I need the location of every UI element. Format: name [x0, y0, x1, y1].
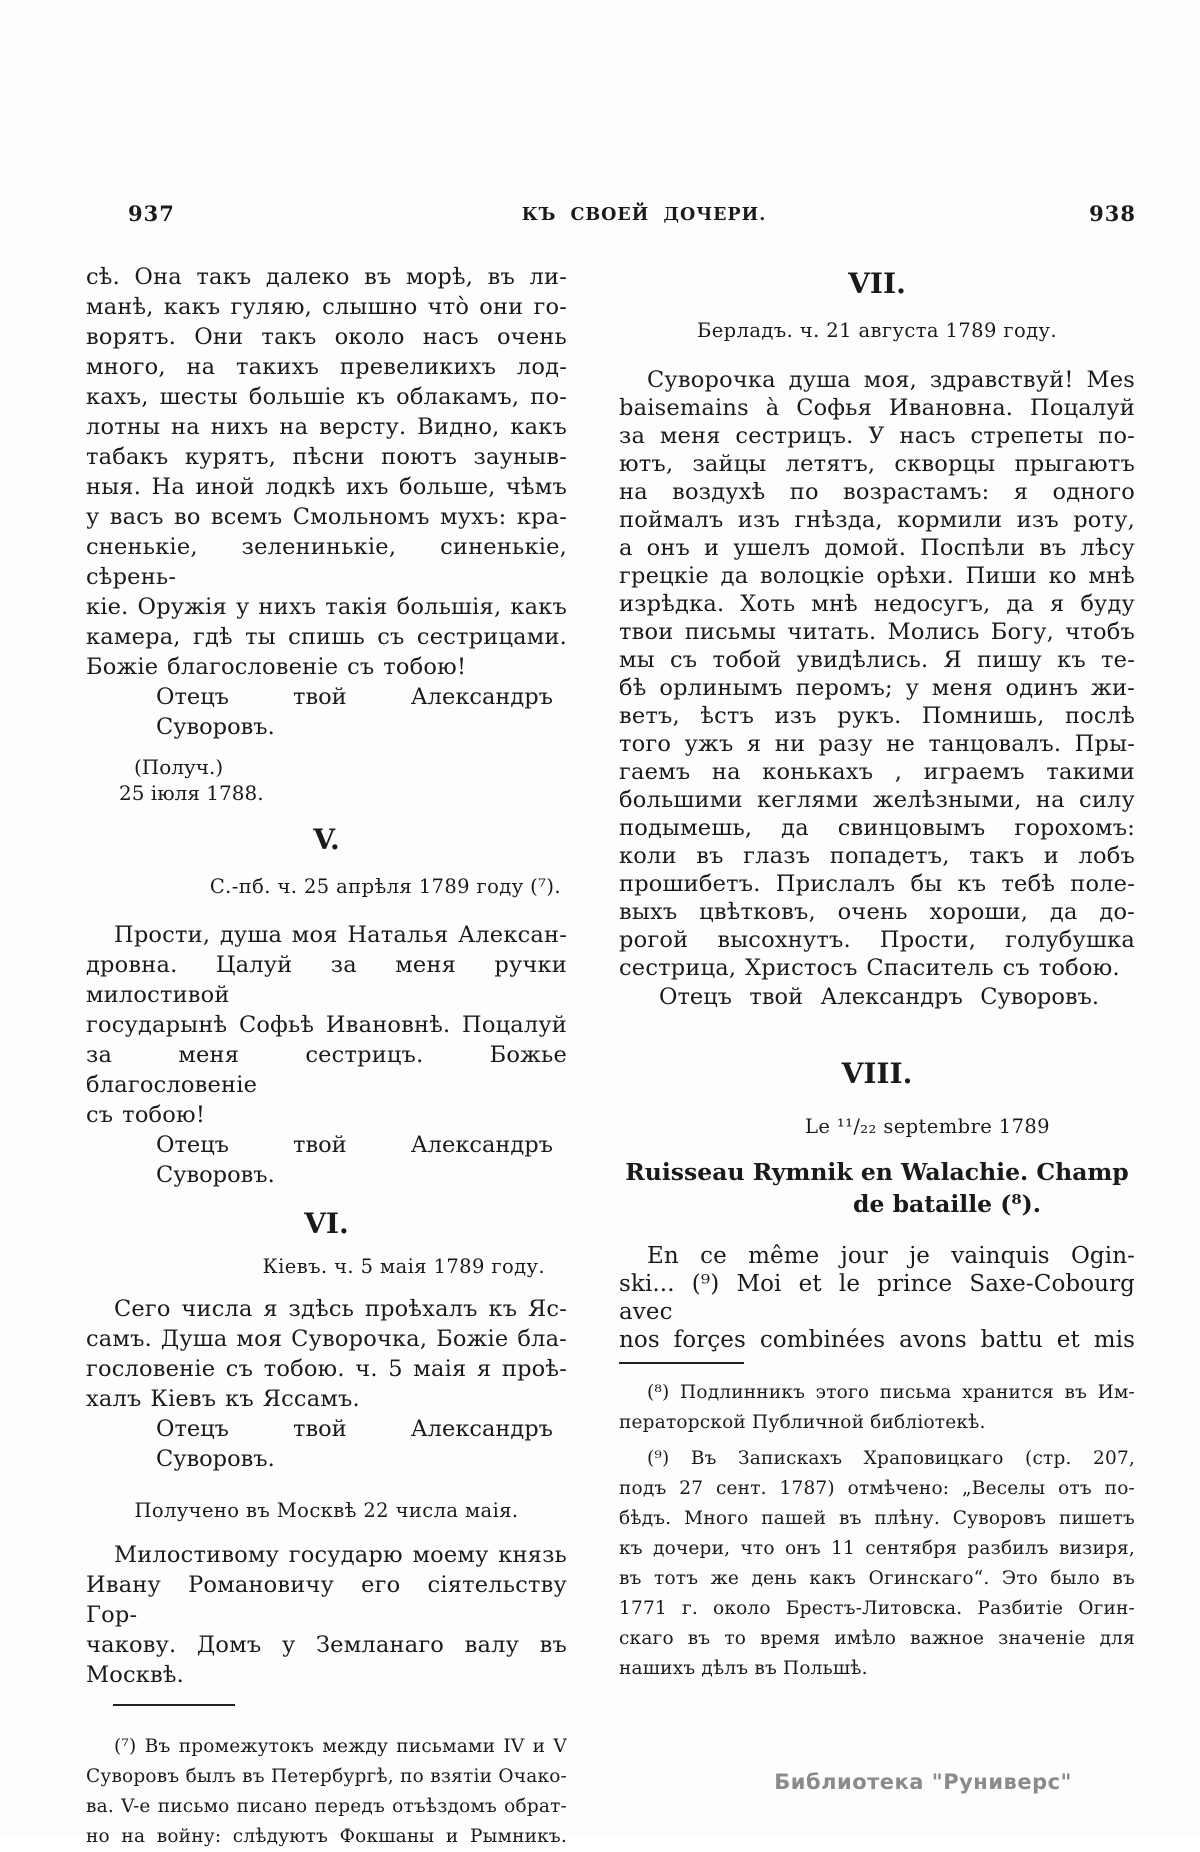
text-line: (⁸) Подлинникъ этого письма хранится въ Им-: [647, 1382, 1135, 1403]
text-line: у васъ во всемъ Смольномъ мухъ: кра-: [86, 504, 567, 530]
letter-viii-heading: VIII.: [841, 1057, 913, 1090]
text-line: рогой высохнутъ. Прости, голубушка: [619, 927, 1135, 953]
signature-letter-vi: Отецъ твой Александръ Суворовъ.: [156, 1416, 553, 1472]
text-line: выхъ цвѣтковъ, очень хороши, да до-: [619, 899, 1135, 925]
letter-iv-continuation: [86, 262, 567, 682]
text-line: камера, гдѣ ты спишь съ сестрицами.: [86, 624, 567, 650]
text-line: кахъ, шесты большіе къ облакамъ, по-: [86, 384, 567, 410]
text-line: сестрица, Христосъ Спаситель съ тобою.: [619, 955, 1120, 981]
text-line: ва. V-е письмо писано передъ отъѣздомъ обрат-: [86, 1796, 567, 1817]
subheading-line: Ruisseau Rymnik en Walachie. Champ: [625, 1158, 1129, 1186]
text-line: самъ. Душа моя Суворочка, Божіе бла-: [86, 1326, 567, 1352]
signature-letter-vii: Отецъ твой Александръ Суворовъ.: [659, 984, 1099, 1010]
text-line: государынѣ Софьѣ Ивановнѣ. Поцалуй: [86, 1012, 567, 1038]
letter-vi-heading: VI.: [304, 1207, 349, 1240]
text-line: коли въ глазъ попадетъ, такъ и лобъ: [619, 843, 1135, 869]
right-column: [619, 262, 1135, 1684]
text-line: кіе. Оружія у нихъ такія большія, какъ: [86, 594, 567, 620]
text-line: ператорской Публичной библіотекѣ.: [619, 1412, 986, 1433]
text-line: Суворочка душа моя, здравствуй! Mes: [647, 367, 1135, 393]
text-line: Прости, душа моя Наталья Алексан-: [114, 922, 567, 948]
letter-vi-dateline: Кіевъ. ч. 5 маія 1789 году.: [262, 1255, 545, 1278]
text-line: халъ Кіевъ къ Яссамъ.: [86, 1386, 360, 1412]
text-line: мы съ тобой увидѣлись. Я пишу къ те-: [619, 647, 1135, 673]
poluch-line: 25 іюля 1788.: [119, 781, 264, 805]
text-line: а онъ и ушелъ домой. Поспѣли въ лѣсу: [619, 535, 1135, 561]
running-title: КЪ СВОЕЙ ДОЧЕРИ.: [521, 205, 767, 225]
text-line: бѣдъ. Много пашей въ плѣну. Суворовъ пишетъ: [619, 1508, 1135, 1529]
text-line: подымешь, да свинцовымъ горохомъ:: [619, 815, 1135, 841]
text-line: Божіе благословеніе съ тобою!: [86, 654, 467, 680]
text-line: ныя. На иной лодкѣ ихъ больше, чѣмъ: [86, 474, 567, 500]
left-column: [86, 262, 567, 1852]
text-line: гословеніе съ тобою. ч. 5 маія я проѣ-: [86, 1356, 567, 1382]
footnote-rule-left: [113, 1704, 235, 1706]
footnote-7: [86, 1732, 567, 1852]
library-watermark: Библиотека "Руниверс": [774, 1770, 1072, 1794]
text-line: чакову. Домъ у Земланаго валу въ: [86, 1632, 567, 1658]
text-line: прошибетъ. Прислалъ бы къ тебѣ поле-: [619, 871, 1135, 897]
text-line: nos forçes combinées avons battu et mis: [619, 1327, 1135, 1353]
letter-vi-body: [86, 1294, 567, 1414]
text-line: табакъ курятъ, пѣсни поютъ зауныв-: [86, 444, 567, 470]
text-line: сненькіе, зеленинькіе, синенькіе, сѣрень-: [86, 534, 567, 590]
text-line: манѣ, какъ гуляю, слышно что̀ они го-: [86, 294, 567, 320]
text-line: къ дочери, что онъ 11 сентября разбилъ визиря,: [619, 1538, 1135, 1559]
text-line: ворятъ. Они такъ около насъ очень: [86, 324, 567, 350]
text-line: изрѣдка. Хоть мнѣ недосугъ, да я буду: [619, 591, 1135, 617]
text-line: нашихъ дѣлъ въ Польшѣ.: [619, 1658, 868, 1679]
text-line: поймалъ изъ гнѣзда, кормили изъ роту,: [619, 507, 1135, 533]
text-line: ютъ, зайцы летятъ, скворцы прыгаютъ: [619, 451, 1135, 477]
text-line: твои письмы читать. Молись Богу, чтобъ: [619, 619, 1135, 645]
text-line: бѣ орлинымъ перомъ; у меня одинъ жи-: [619, 675, 1135, 701]
letter-vii-dateline: Берладъ. ч. 21 августа 1789 году.: [697, 319, 1057, 342]
text-line: Москвѣ.: [86, 1662, 185, 1688]
letter-viii-dateline: Le ¹¹/₂₂ septembre 1789: [805, 1115, 1050, 1138]
receipt-note: [86, 754, 567, 806]
subheading-line: de bataille (⁸).: [853, 1190, 1041, 1218]
text-line: ветъ, ѣстъ изъ рукъ. Помнишь, послѣ: [619, 703, 1135, 729]
text-line: того ужъ я ни разу не танцовалъ. Пры-: [619, 731, 1135, 757]
text-line: подъ 27 сент. 1787) отмѣчено: „Веселы отъ по-: [619, 1478, 1135, 1499]
page-number-right: 938: [1089, 201, 1136, 226]
text-line: за меня сестрицъ. У насъ стрепеты по-: [619, 423, 1135, 449]
poluch-line: (Получ.): [134, 755, 224, 779]
footnote-rule-right: [619, 1362, 744, 1364]
text-line: на воздухѣ по возрастамъ: я одного: [619, 479, 1135, 505]
text-line: ski... (⁹) Moi et le prince Saxe-Cobourg avec: [619, 1271, 1135, 1325]
letter-v-dateline: С.-пб. ч. 25 апрѣля 1789 году (⁷).: [209, 875, 561, 898]
footnote-9: [619, 1444, 1135, 1684]
text-line: гаемъ на конькахъ , играемъ такими: [619, 759, 1135, 785]
letter-viii-body: [619, 1242, 1135, 1354]
text-line: но на войну: слѣдуютъ Фокшаны и Рымникъ.: [86, 1826, 567, 1847]
text-line: дровна. Цалуй за меня ручки милостивой: [86, 952, 567, 1008]
letter-viii-place-heading: [619, 1156, 1135, 1220]
text-line: (⁹) Въ Запискахъ Храповицкаго (стр. 207,: [647, 1448, 1135, 1469]
text-line: большими кеглями желѣзными, на силу: [619, 787, 1135, 813]
text-line: Ивану Романовичу его сіятельству Гор-: [86, 1572, 567, 1628]
text-line: 1771 г. около Брестъ-Литовска. Разбитіе Огин-: [619, 1598, 1135, 1619]
footnote-8: [619, 1378, 1135, 1438]
text-line: за меня сестрицъ. Божье благословеніе: [86, 1042, 567, 1098]
received-note: Получено въ Москвѣ 22 числа маія.: [134, 1499, 519, 1522]
signature-letter-iv: Отецъ твой Александръ Суворовъ.: [156, 684, 553, 740]
text-line: лотны на нихъ на версту. Видно, какъ: [86, 414, 567, 440]
letter-v-body: [86, 920, 567, 1130]
text-line: въ тотъ же день какъ Огинскаго“. Это было въ: [619, 1568, 1135, 1589]
text-line: (⁷) Въ промежутокъ между письмами IV и V: [114, 1736, 567, 1757]
text-line: Милостивому государю моему князь: [114, 1542, 567, 1568]
text-line: грецкіе да волоцкіе орѣхи. Пиши ко мнѣ: [619, 563, 1135, 589]
text-line: Сего числа я здѣсь проѣхалъ къ Яс-: [114, 1296, 567, 1322]
page-number-left: 937: [128, 201, 175, 226]
text-line: много, на такихъ превеликихъ лод-: [86, 354, 567, 380]
letter-vii-body: [619, 366, 1135, 982]
letter-v-heading: V.: [313, 823, 340, 856]
text-line: baisemains à Софья Ивановна. Поцалуй: [619, 395, 1135, 421]
signature-letter-v: Отецъ твой Александръ Суворовъ.: [156, 1132, 553, 1188]
text-line: Суворовъ былъ въ Петербургѣ, по взятіи Очако-: [86, 1766, 567, 1787]
text-line: съ тобою!: [86, 1102, 206, 1128]
address-paragraph: [86, 1540, 567, 1690]
text-line: сѣ. Она такъ далеко въ морѣ, въ ли-: [86, 264, 567, 290]
text-line: En ce même jour je vainquis Ogin-: [647, 1243, 1135, 1269]
text-line: скаго въ то время имѣло важное значеніе для: [619, 1628, 1135, 1649]
letter-vii-heading: VII.: [848, 267, 906, 300]
